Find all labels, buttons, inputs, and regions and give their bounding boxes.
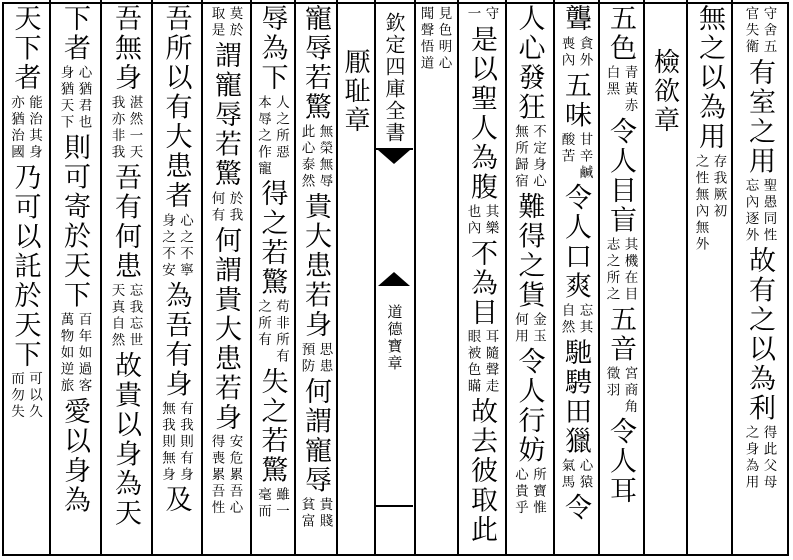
main-text: 五音 — [605, 304, 636, 364]
annotation-line: 預防 — [298, 341, 315, 375]
annotation-line: 無所歸宿 — [512, 124, 528, 190]
annotation-line: 萬物如逆旅 — [57, 312, 74, 395]
annotation-line: 貧富 — [298, 496, 315, 530]
annotation-line: 聖愚同性 — [760, 177, 777, 244]
annotation-pair — [604, 366, 638, 416]
annotation-line: 可以久 — [26, 371, 42, 421]
annotation-line: 青黃赤 — [621, 65, 638, 115]
annotation-pair — [255, 299, 289, 365]
chapter-title: 厭耻章 — [340, 48, 370, 135]
annotation-line: 見色明心 — [435, 6, 452, 72]
annotation-line: 取是 — [208, 6, 225, 39]
main-text: 愛以身為 — [59, 396, 90, 515]
annotation-line: 無榮無辱 — [316, 124, 333, 190]
main-text: 令人口爽 — [560, 183, 591, 301]
main-text: 人心發狂 — [513, 4, 545, 122]
annotation-line: 雖一 — [273, 487, 289, 520]
main-text: 令人耳 — [605, 417, 636, 506]
annotation-line: 聞聲悟道 — [417, 6, 434, 72]
annotation-pair — [58, 65, 92, 131]
annotation-line: 其樂 — [482, 203, 499, 237]
annotation-line: 身之不安 — [159, 212, 175, 279]
main-text: 聾 — [560, 4, 591, 34]
annotation-pair — [209, 6, 243, 39]
annotation-line: 之身為用 — [742, 424, 759, 491]
center-strip — [375, 4, 413, 552]
annotation-line: 得喪累吾性 — [208, 434, 225, 517]
main-text: 失之若驚 — [256, 367, 288, 485]
text-column — [555, 4, 596, 549]
main-text: 難得之貨 — [513, 192, 545, 310]
text-column — [645, 4, 684, 549]
main-text: 謂寵辱若驚 — [210, 41, 241, 189]
main-text: 天下者 — [9, 4, 41, 93]
annotation-pair — [159, 401, 193, 484]
annotation-line: 所寶惟 — [530, 467, 546, 517]
main-text: 則可寄於天下 — [59, 133, 90, 310]
main-text: 故去彼取此 — [466, 397, 497, 545]
main-text: 故貴以身為天 — [110, 350, 141, 528]
annotation-line: 此心泰然 — [298, 124, 315, 190]
annotation-pair — [465, 329, 499, 395]
text-column — [203, 4, 248, 549]
annotation-pair — [693, 154, 727, 253]
text-column — [103, 4, 148, 549]
annotation-pair — [604, 65, 638, 115]
annotation-pair — [512, 467, 546, 517]
text-column — [414, 4, 455, 549]
annotation-line: 天真自然 — [108, 282, 125, 349]
annotation-line: 宮商角 — [621, 365, 638, 415]
annotation-line: 忘我忘世 — [126, 282, 143, 349]
main-text: 無之以為用 — [694, 4, 725, 152]
annotation-pair — [743, 425, 777, 491]
text-column — [52, 4, 97, 549]
text-column — [507, 4, 551, 549]
main-text: 何謂寵辱 — [300, 376, 331, 495]
annotation-line: 金玉 — [530, 312, 546, 345]
annotation-pair — [109, 283, 143, 349]
annotation-line: 毫而 — [255, 487, 271, 520]
main-text: 有室之用 — [744, 57, 775, 176]
annotation-line: 官失衛 — [742, 6, 759, 56]
text-column — [459, 4, 504, 549]
annotation-pair — [418, 6, 452, 72]
main-text: 令人目盲 — [605, 116, 636, 235]
annotation-pair — [255, 95, 289, 178]
main-text: 吾有何患 — [110, 162, 141, 281]
book-title: 欽定四庫全書 — [382, 12, 406, 144]
annotation-pair — [299, 497, 333, 530]
annotation-line: 心猿 — [576, 458, 593, 491]
main-text: 辱為下 — [256, 4, 288, 93]
annotation-line: 其機在目 — [621, 236, 638, 303]
annotation-line: 眼被色瞞 — [464, 329, 481, 395]
annotation-line: 之性無內無外 — [692, 153, 709, 253]
annotation-line: 一 — [464, 6, 481, 23]
annotation-line: 氣馬 — [558, 458, 575, 491]
annotation-pair — [255, 487, 289, 520]
main-text: 得之若驚 — [256, 179, 288, 297]
annotation-line: 心貴乎 — [512, 467, 528, 517]
annotation-pair — [299, 342, 333, 375]
text-column — [338, 4, 372, 549]
text-column — [600, 4, 641, 549]
annotation-line: 忘其 — [576, 303, 593, 336]
main-text: 下者 — [59, 4, 90, 63]
annotation-line: 喪內 — [558, 35, 575, 69]
annotation-pair — [8, 95, 42, 161]
annotation-line: 思患 — [316, 341, 333, 375]
main-text: 是以聖人為腹 — [466, 24, 497, 202]
main-text: 何謂貴大患若身 — [210, 225, 241, 432]
main-text: 為吾有身 — [160, 280, 192, 399]
annotation-pair — [559, 303, 593, 336]
annotation-pair — [559, 458, 593, 491]
annotation-pair — [209, 191, 243, 224]
annotation-line: 自然 — [558, 303, 575, 336]
main-text: 寵辱若驚 — [300, 4, 331, 122]
annotation-line: 湛然一天 — [126, 94, 143, 161]
main-text: 令 — [560, 493, 591, 523]
main-text: 乃可以託於天下 — [9, 162, 41, 369]
annotation-line: 貪外 — [576, 35, 593, 69]
chapter-title: 檢欲章 — [649, 48, 680, 135]
annotation-pair — [512, 124, 546, 190]
main-text: 五味 — [560, 70, 591, 130]
annotation-line: 於我 — [226, 190, 243, 224]
annotation-pair — [743, 6, 777, 56]
annotation-pair — [209, 434, 243, 517]
main-text: 令人行妨 — [513, 347, 545, 465]
annotation-line: 本辱之作寵 — [255, 94, 271, 177]
main-text: 吾所以有大患者 — [160, 4, 192, 211]
annotation-pair — [743, 178, 777, 244]
text-column — [688, 4, 731, 549]
main-text: 五色 — [605, 4, 636, 63]
annotation-line: 也內 — [464, 203, 481, 237]
annotation-line: 守舍五 — [760, 6, 777, 56]
annotation-line: 能治其身 — [26, 94, 42, 161]
annotation-line: 苟非所有 — [273, 299, 289, 365]
annotation-line: 人之所惡 — [273, 94, 289, 161]
annotation-line: 安危累吾心 — [226, 434, 243, 517]
text-column — [296, 4, 335, 549]
annotation-line: 志之所之 — [603, 236, 620, 303]
annotation-pair — [159, 213, 193, 279]
main-text: 及 — [160, 485, 192, 515]
main-text: 吾無身 — [110, 4, 141, 93]
annotation-line: 莫於 — [226, 6, 243, 39]
text-column — [252, 4, 292, 549]
annotation-line: 亦猶治國 — [8, 94, 24, 161]
column-rule — [49, 0, 51, 554]
annotation-pair — [58, 312, 92, 395]
annotation-line: 何用 — [512, 312, 528, 345]
main-text: 故有之以為利 — [744, 245, 775, 423]
annotation-pair — [8, 371, 42, 421]
text-column — [153, 4, 199, 549]
annotation-line: 存我厥初 — [710, 153, 727, 220]
annotation-pair — [465, 204, 499, 237]
annotation-pair — [109, 95, 143, 161]
annotation-line: 白黑 — [603, 65, 620, 98]
column-rule — [100, 0, 102, 554]
volume-title: 道德寶章 — [385, 304, 404, 372]
text-column — [4, 4, 46, 549]
annotation-pair — [512, 312, 546, 345]
annotation-line: 身猶天下 — [57, 65, 74, 131]
annotation-line: 之所有 — [255, 299, 271, 349]
annotation-pair — [559, 36, 593, 69]
main-text: 不為目 — [466, 238, 497, 327]
annotation-line: 百年如過客 — [75, 312, 92, 395]
annotation-line: 心猶君也 — [75, 65, 92, 131]
fishtail-bottom-icon — [378, 272, 410, 286]
annotation-line: 耳隨聲走 — [482, 329, 499, 395]
annotation-line: 我亦非我 — [108, 94, 125, 161]
annotation-line: 有我則有身 — [177, 400, 193, 483]
annotation-pair — [559, 132, 593, 182]
annotation-line: 不定身心 — [530, 124, 546, 190]
text-column — [733, 4, 786, 549]
annotation-pair — [299, 124, 333, 190]
annotation-line: 甘辛鹹 — [576, 131, 593, 181]
annotation-line: 無我則無身 — [159, 400, 175, 483]
annotation-line: 徵羽 — [603, 365, 620, 399]
main-text: 馳騁田獵 — [560, 338, 591, 456]
annotation-line: 酸苦 — [558, 131, 575, 165]
annotation-line: 貴賤 — [316, 496, 333, 530]
annotation-pair — [604, 237, 638, 303]
annotation-line: 得此父母 — [760, 424, 777, 491]
annotation-pair — [465, 6, 499, 23]
annotation-line: 何有 — [208, 190, 225, 224]
main-text: 貴大患若身 — [300, 192, 331, 340]
annotation-line: 心之不寧 — [177, 212, 193, 279]
annotation-line: 守 — [482, 6, 499, 23]
annotation-line: 而勿失 — [8, 371, 24, 421]
fishtail-top-icon — [378, 150, 410, 164]
annotation-line: 忘內逐外 — [742, 177, 759, 244]
